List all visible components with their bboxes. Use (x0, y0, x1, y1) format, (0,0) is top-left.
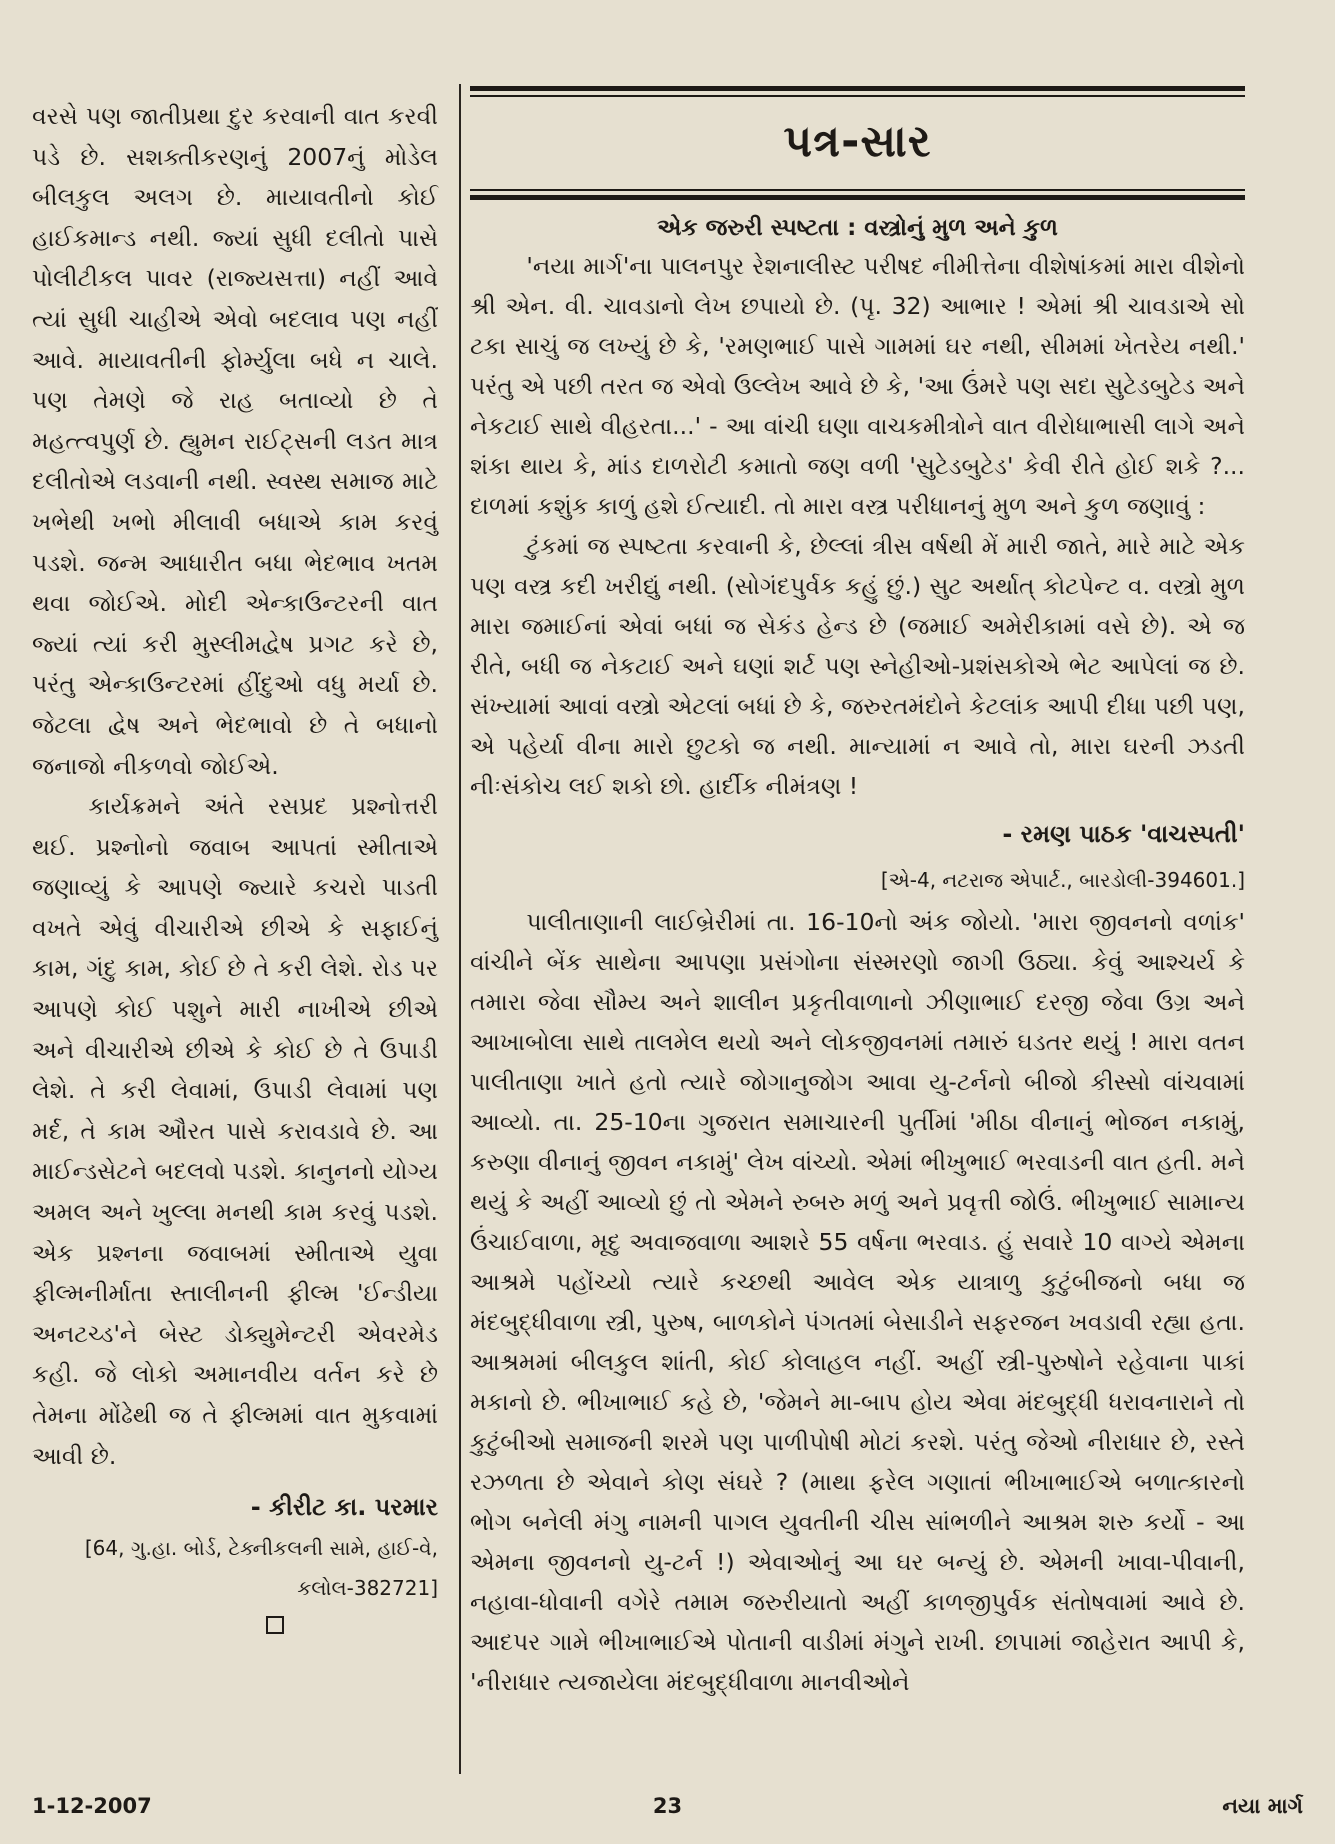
end-box-icon (266, 1616, 284, 1634)
masthead-rule-bottom (470, 195, 1245, 200)
footer-publication: નયા માર્ગ (1222, 1794, 1303, 1818)
letter-1-paragraph-1: 'નયા માર્ગ'ના પાલનપુર રેશનાલીસ્ટ પરીષદ નીમીત્તેના વીશેષાંકમાં મારા વીશેનો શ્રી એન. વી. ચાવડાનો લેખ છપાયો છે. (પૃ. 32) આભાર ! એમાં શ્રી ચાવડાએ સો ટકા સાચું જ લખ્યું છે કે, 'રમણભાઈ પાસે ગામમાં ઘર નથી, સીમમાં ખેતરેય નથી.' પરંતુ એ પછી તરત જ એવો ઉલ્લેખ આવે છે કે, 'આ ઉંમરે પણ સદા સુટેડબુટેડ અને નેકટાઈ સાથે વીહરતા...' - આ વાંચી ઘણા વાચકમીત્રોને વાત વીરોધાભાસી લાગે અને શંકા થાય કે, માંડ દાળરોટી કમાતો જણ વળી 'સુટેડબુટેડ' કેવી રીતે હોઈ શકે ?... દાળમાં કશુંક કાળું હશે ઈત્યાદી. તો મારા વસ્ત્ર પરીધાનનું મુળ અને કુળ જણાવું : (470, 252, 1245, 520)
left-paragraph-2: કાર્યક્રમને અંતે રસપ્રદ પ્રશ્નોત્તરી થઈ. પ્રશ્નોનો જવાબ આપતાં સ્મીતાએ જણાવ્યું કે આપણે જ્યારે કચરો પાડતી વખતે એવું વીચારીએ છીએ કે સફાઈનું કામ, ગંદુ કામ, કોઈ છે તે કરી લેશે. રોડ પર આપણે કોઈ પશુને મારી નાખીએ છીએ અને વીચારીએ છીએ કે કોઈ છે તે ઉપાડી લેશે. તે કરી લેવામાં, ઉપાડી લેવામાં પણ મર્દ, તે કામ ઔરત પાસે કરાવડાવે છે. આ માઈન્ડસેટને બદલવો પડશે. કાનુનનો યોગ્ય અમલ અને ખુલ્લા મનથી કામ કરવું પડશે. એક પ્રશ્નના જવાબમાં સ્મીતાએ યુવા ફીલ્મનીર્માતા સ્તાલીનની ફીલ્મ 'ઈન્ડીયા અનટચ્ડ'ને બેસ્ટ ડોક્યુમેન્ટરી એવરમેડ કહી. જે લોકો અમાનવીય વર્તન કરે છે તેમના મોંઢેથી જ તે ફીલ્મમાં વાત મુકવામાં આવી છે. (32, 792, 438, 1470)
letter-1-signature: - રમણ પાઠક 'વાચસ્પતી' (1002, 820, 1245, 848)
masthead-rule-bottom-thin (470, 189, 1245, 191)
letter-2-body (470, 902, 1245, 1702)
right-column (470, 86, 1245, 1702)
section-masthead (470, 97, 1245, 185)
footer-page-number: 23 (652, 1794, 683, 1818)
left-paragraph-1: વરસે પણ જાતીપ્રથા દુર કરવાની વાત કરવી પડે છે. સશક્તીકરણનું 2007નું મોડેલ બીલકુલ અલગ છે. માયાવતીનો કોઈ હાઈકમાન્ડ નથી. જ્યાં સુધી દલીતો પાસે પોલીટીકલ પાવર (રાજ્યસત્તા) નહીં આવે ત્યાં સુધી ચાહીએ એવો બદલાવ પણ નહીં આવે. માયાવતીની ફોર્મ્યુલા બધે ન ચાલે. પણ તેમણે જે રાહ બતાવ્યો છે તે મહત્ત્વપુર્ણ છે. હ્યુમન રાઈટ્સની લડત માત્ર દલીતોએ લડવાની નથી. સ્વસ્થ સમાજ માટે ખભેથી ખભો મીલાવી બધાએ કામ કરવું પડશે. જન્મ આધારીત બધા ભેદભાવ ખતમ થવા જોઈએ. મોદી એન્કાઉન્ટરની વાત જ્યાં ત્યાં કરી મુસ્લીમદ્વેષ પ્રગટ કરે છે, પરંતુ એન્કાઉન્ટરમાં હીંદુઓ વધુ મર્યા છે. જેટલા દ્વેષ અને ભેદભાવો છે તે બધાનો જનાજો નીકળવો જોઈએ. (32, 102, 438, 780)
letter-1-body (470, 246, 1245, 806)
column-divider (459, 84, 461, 1774)
footer-date: 1-12-2007 (32, 1794, 152, 1818)
letter-1-paragraph-2: ટુંકમાં જ સ્પષ્ટતા કરવાની કે, છેલ્લાં ત્રીસ વર્ષથી મેં મારી જાતે, મારે માટે એક પણ વસ્ત્ર કદી ખરીદ્યું નથી. (સોગંદપુર્વક કહું છું.) સુટ અર્થાત્ કોટપેન્ટ વ. વસ્ત્રો મુળ મારા જમાઈનાં એવાં બધાં જ સેકંડ હેન્ડ છે (જમાઈ અમેરીકામાં વસે છે). એ જ રીતે, બધી જ નેકટાઈ અને ઘણાં શર્ટ પણ સ્નેહીઓ-પ્રશંસકોએ ભેટ આપેલાં જ છે. સંખ્યામાં આવાં વસ્ત્રો એટલાં બધાં છે કે, જરુરતમંદોને કેટલાંક આપી દીધા પછી પણ, એ પહેર્યા વીના મારો છુટકો જ નથી. માન્યામાં ન આવે તો, મારા ઘરની ઝડતી નીઃસંકોચ લઈ શકો છો. હાર્દીક નીમંત્રણ ! (470, 532, 1245, 800)
left-signature: - કીરીટ કા. પરમાર (250, 1493, 438, 1522)
left-column (32, 96, 438, 1634)
page-footer (32, 1788, 1303, 1824)
letter-2-paragraph-1: પાલીતાણાની લાઈબ્રેરીમાં તા. 16-10નો અંક જોયો. 'મારા જીવનનો વળાંક' વાંચીને બેંક સાથેના આપણા પ્રસંગોના સંસ્મરણો જાગી ઉઠ્યા. કેવું આશ્ચર્ય કે તમારા જેવા સૌમ્ય અને શાલીન પ્રકૃતીવાળાનો ઝીણાભાઈ દરજી જેવા ઉગ્ર અને આખાબોલા સાથે તાલમેલ થયો અને લોકજીવનમાં તમારું ઘડતર થયું ! મારા વતન પાલીતાણા ખાતે હતો ત્યારે જોગાનુજોગ આવા યુ-ટર્નનો બીજો કીસ્સો વાંચવામાં આવ્યો. તા. 25-10ના ગુજરાત સમાચારની પુર્તીમાં 'મીઠા વીનાનું ભોજન નકામું, કરુણા વીનાનું જીવન નકામું' લેખ વાંચ્યો. એમાં ભીખુભાઈ ભરવાડની વાત હતી. મને થયું કે અહીં આવ્યો છું તો એમને રુબરુ મળું અને પ્રવૃત્તી જોઉં. ભીખુભાઈ સામાન્ય ઉંચાઈવાળા, મૃદુ અવાજવાળા આશરે 55 વર્ષના ભરવાડ. હું સવારે 10 વાગ્યે એમના આશ્રમે પહોંચ્યો ત્યારે કચ્છથી આવેલ એક યાત્રાળુ કુટુંબીજનો બધા જ મંદબુદ્ધીવાળા સ્ત્રી, પુરુષ, બાળકોને પંગતમાં બેસાડીને સફરજન ખવડાવી રહ્યા હતા. આશ્રમમાં બીલકુલ શાંતી, કોઈ કોલાહલ નહીં. અહીં સ્ત્રી-પુરુષોને રહેવાના પાકાં મકાનો છે. ભીખાભાઈ કહે છે, 'જેમને મા-બાપ હોય એવા મંદબુદ્ધી ધરાવનારાને તો કુટુંબીઓ સમાજની શરમે પણ પાળીપોષી મોટાં કરશે. પરંતુ જેઓ નીરાધાર છે, રસ્તે રઝળતા છે એવાને કોણ સંઘરે ? (માથા ફરેલ ગણાતાં ભીખાભાઈએ બળાત્કારનો ભોગ બનેલી મંગુ નામની પાગલ યુવતીની ચીસ સાંભળીને આશ્રમ શરુ કર્યો - આ એમના જીવનનો યુ-ટર્ન !) એવાઓનું આ ઘર બન્યું છે. એમની ખાવા-પીવાની, નહાવા-ધોવાની વગેરે તમામ જરુરીયાતો અહીં કાળજીપુર્વક સંતોષવામાં આવે છે. આદપર ગામે ભીખાભાઈએ પોતાની વાડીમાં મંગુને રાખી. છાપામાં જાહેરાત આપી કે, 'નીરાધાર ત્યજાયેલા મંદબુદ્ધીવાળા માનવીઓને (470, 908, 1245, 1696)
letter-heading: એક જરુરી સ્પષ્ટતા : વસ્ત્રોનું મુળ અને કુળ (657, 215, 1058, 241)
masthead-title: પત્ર-સાર (783, 115, 932, 167)
letter-1-address: [એ-4, નટરાજ એપાર્ટ., બારડોલી-394601.] (880, 868, 1245, 892)
left-address: [64, ગુ.હા. બોર્ડ, ટેક્નીકલની સામે, હાઈ-વે, કલોલ-382721] (84, 1536, 438, 1601)
masthead-rule-top (470, 86, 1245, 91)
